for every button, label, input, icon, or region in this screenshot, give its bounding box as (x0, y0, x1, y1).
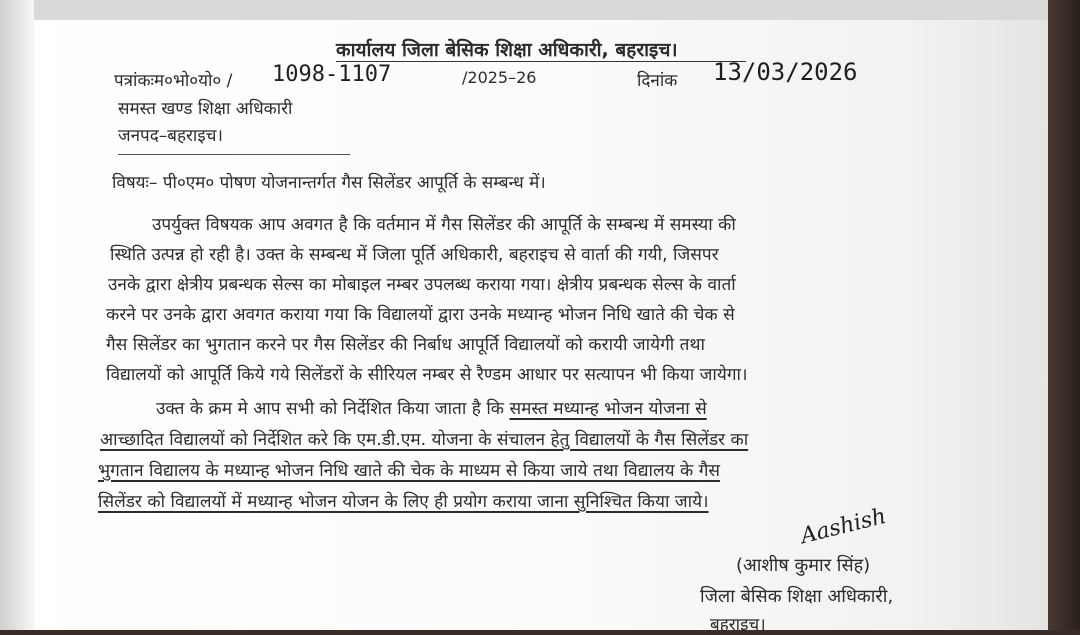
body-line-1: उपर्युक्त विषयक आप अवगत है कि वर्तमान में गैस सिलेंडर की आपूर्ति के सम्बन्ध में समस्या की (152, 215, 736, 235)
addressee-separator (118, 154, 350, 155)
reference-number-handwritten: 1098-1107 (272, 62, 392, 87)
body-line-2: स्थिति उत्पन्न हो रही है। उक्त के सम्बन्ध में जिला पूर्ति अधिकारी, बहराइच से वार्ता की गयी, जिसपर (110, 245, 719, 265)
office-heading: कार्यालय जिला बेसिक शिक्षा अधिकारी, बहराइच। (336, 39, 678, 61)
reference-year: /2025–26 (462, 68, 537, 87)
body-line-5: गैस सिलेंडर का भुगतान करने पर गैस सिलेंडर की निर्बाध आपूर्ति विद्यालयों को करायी जायेगी तथा (106, 335, 705, 355)
instruction-underlined-1: समस्त मध्यान्ह भोजन योजना से (509, 399, 707, 419)
instruction-line-4: सिलेंडर को विद्यालयों में मध्यान्ह भोजन योजन के लिए ही प्रयोग कराया जाना सुनिश्चित किया जाये। (98, 492, 709, 512)
body-line-3: उनके द्वारा क्षेत्रीय प्रबन्धक सेल्स का मोबाइल नम्बर उपलब्ध कराया गया। क्षेत्रीय प्रबन्धक सेल्स के वार्ता (108, 275, 736, 295)
signatory-place: बहराइच। (710, 615, 766, 635)
handwritten-signature: Aashish (798, 503, 889, 550)
signatory-title: जिला बेसिक शिक्षा अधिकारी, (700, 586, 894, 607)
signatory-name: (आशीष कुमार सिंह) (736, 555, 871, 576)
instruction-line-1 (156, 397, 707, 420)
date-handwritten: 13/03/2026 (713, 58, 858, 86)
reference-number-label: पत्रांकःम०भो०यो० / (114, 71, 233, 91)
heading-underline (336, 61, 746, 62)
addressee-line-2: जनपद–बहराइच। (118, 126, 223, 146)
instruction-line-2: आच्छादित विद्यालयों को निर्देशित करे कि एम.डी.एम. योजना के संचालन हेतु विद्यालयों के गैस सिलेंडर का (100, 430, 749, 450)
date-label: दिनांक (637, 71, 678, 91)
instruction-lead: उक्त के क्रम मे आप सभी को निर्देशित किया जाता है कि (156, 399, 504, 419)
subject-line: विषयः– पी०एम० पोषण योजनान्तर्गत गैस सिलेंडर आपूर्ति के सम्बन्ध में। (112, 173, 546, 193)
body-line-6: विद्यालयों को आपूर्ति किये गये सिलेंडरों के सीरियल नम्बर से रैण्डम आधार पर सत्यापन भी किया जायेगा। (106, 365, 748, 385)
instruction-line-3: भुगतान विद्यालय के मध्यान्ह भोजन निधि खाते की चेक के माध्यम से किया जाये तथा विद्यालय के गैस (98, 461, 721, 481)
paper-top-strip (34, 0, 1048, 20)
body-line-4: करने पर उनके द्वारा अवगत कराया गया कि विद्यालयों द्वारा उनके मध्यान्ह भोजन निधि खाते की चेक से (106, 305, 735, 325)
background-surface (1048, 0, 1080, 630)
paper-left-edge (0, 0, 34, 630)
addressee-line-1: समस्त खण्ड शिक्षा अधिकारी (118, 99, 293, 119)
